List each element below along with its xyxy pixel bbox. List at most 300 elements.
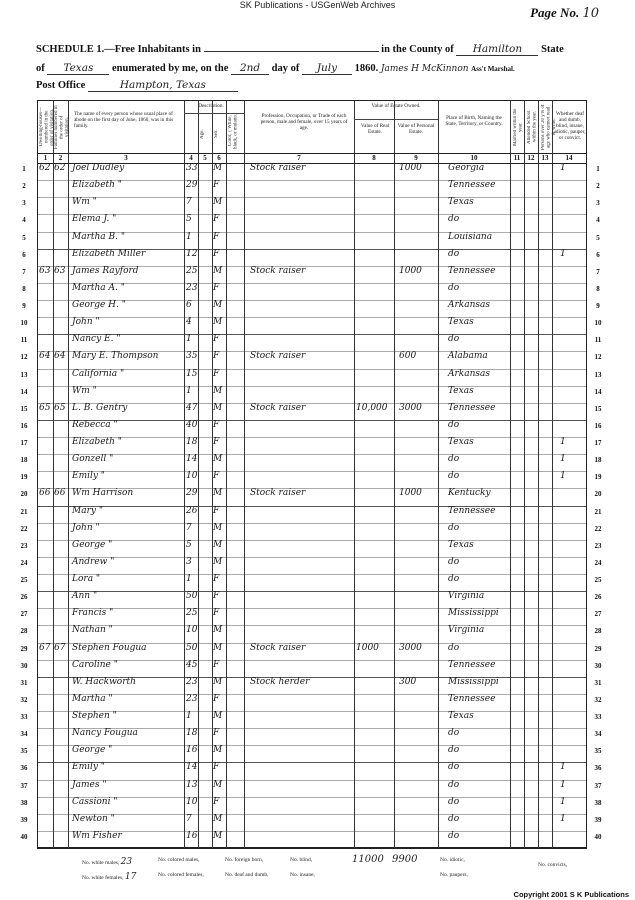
real-estate-cell: 1000 [356,642,379,653]
right-row-number: 24 [594,558,602,567]
sex-cell: F [213,728,220,739]
name-cell: Nancy Fougua [72,728,138,739]
occupation-cell: Stock raiser [250,265,306,276]
sex-cell: F [213,505,220,516]
right-row-number: 2 [596,182,600,191]
name-cell: W. Hackworth [72,676,136,687]
mark-cell: 1 [560,437,566,447]
real-estate-cell: 10,000 [356,402,388,413]
sex-cell: F [213,574,220,584]
left-row-number: 16 [20,421,28,430]
age-cell: 1 [186,385,192,396]
table-row [38,506,586,523]
table-row [38,797,586,814]
left-row-number: 4 [22,216,26,225]
left-row-number: 10 [20,319,28,328]
right-row-number: 4 [596,216,600,225]
name-cell: Caroline " [72,659,118,670]
age-cell: 1 [186,231,192,242]
name-cell: George " [72,539,113,550]
county-label: in the County of [381,44,454,55]
age-cell: 45 [186,659,198,670]
name-cell: Emily " [72,762,105,773]
sex-cell: M [213,642,223,653]
header-family: Families numbered in the order of visitation. [54,105,70,149]
name-cell: Cassioni " [72,796,118,807]
footer-white-males-label: No. white males, [82,860,120,866]
right-row-number: 17 [594,439,602,447]
occupation-cell: Stock herder [250,676,310,687]
sex-cell: M [213,385,223,396]
footer-white-females-value: 17 [124,872,137,882]
column-number: 12 [527,154,535,162]
name-cell: Martha " [72,693,113,704]
column-number: 14 [565,154,573,162]
column-number: 10 [470,154,478,162]
age-cell: 25 [186,265,198,276]
left-row-number: 22 [20,524,28,533]
sex-cell: F [213,214,220,225]
birthplace-cell: Arkansas [448,368,491,379]
table-row [38,643,586,660]
table-row [38,694,586,711]
header-profession: Profession, Occupation, or Trade of each person, male and female, over 15 years of age. [260,113,348,131]
header-school: Attended School within the year. [527,110,538,144]
birthplace-cell: do [448,471,460,482]
column-rule [53,101,54,848]
right-row-number: 3 [596,199,600,208]
name-cell: Nathan " [72,625,113,636]
header-birthplace: Place of Birth, Naming the State, Territory, or Country. [445,115,503,127]
right-row-number: 29 [594,644,602,653]
sex-cell: M [213,454,223,465]
age-cell: 1 [186,711,192,721]
birthplace-cell: do [448,214,460,225]
right-row-number: 32 [594,695,602,704]
column-number: 7 [297,154,301,162]
birthplace-cell: do [448,419,460,430]
page-number: 10 [582,6,599,21]
birthplace-cell: Kentucky [448,488,491,499]
sex-cell: F [213,591,220,602]
header-deaf: Whether deaf and dumb, blind, insane, idiotic, pauper, or convict. [554,111,586,141]
footer-paupers: No. paupers, [440,872,468,878]
left-row-number: 35 [20,747,28,756]
age-cell: 26 [186,505,198,516]
age-cell: 13 [186,779,198,790]
column-rule [244,101,245,848]
column-rule [212,101,213,848]
right-row-number: 20 [594,490,602,499]
occupation-cell: Stock raiser [250,488,306,499]
sex-cell: M [213,488,223,499]
sex-cell: M [213,625,223,636]
birthplace-cell: Virginia [448,591,485,602]
sex-cell: M [213,745,223,756]
enumerated-label: enumerated by me, on the [112,63,229,74]
birthplace-cell: do [448,642,460,653]
birthplace-cell: Texas [448,197,474,208]
age-cell: 10 [186,796,198,807]
personal-estate-cell: 3000 [399,642,422,653]
name-cell: Wm " [72,197,97,208]
right-row-number: 27 [594,610,602,619]
left-row-number: 2 [22,182,26,191]
birthplace-cell: do [448,813,460,824]
header-dwelling: Dwelling-houses—numbered in the order of visitation. [39,107,55,147]
column-number: 2 [58,154,63,162]
left-row-number: 23 [20,541,28,550]
census-table [37,100,587,849]
sex-cell: M [213,539,223,550]
sex-cell: F [213,351,220,362]
right-row-number: 5 [596,233,600,242]
site-banner: SK Publications - USGenWeb Archives [239,0,396,10]
table-row [38,745,586,762]
left-row-number: 15 [20,404,28,413]
header-rule [38,153,586,154]
column-number: 11 [513,154,521,162]
table-row [38,831,586,848]
column-number: 5 [203,154,207,162]
age-cell: 18 [186,437,198,447]
birthplace-cell: do [448,248,460,259]
sex-cell: M [213,402,223,413]
birthplace-cell: Georgia [448,163,485,173]
age-cell: 23 [186,282,198,293]
birthplace-cell: do [448,454,460,465]
enumeration-line [36,63,515,75]
birthplace-cell: do [448,830,460,841]
name-cell: Wm " [72,385,97,396]
age-cell: 50 [186,642,198,653]
birthplace-cell: do [448,556,460,567]
right-row-number: 38 [594,798,602,807]
name-cell: Rebecca " [72,419,118,430]
sex-cell: F [213,180,220,191]
birthplace-cell: Tennessee [448,180,496,191]
name-cell: Wm Fisher [72,830,122,841]
footer-white-females [82,872,136,882]
year-value: 1860. [354,63,379,74]
name-cell: Mary E. Thompson [72,351,159,362]
table-row [38,608,586,625]
family-cell: 66 [54,488,66,499]
right-row-number: 19 [594,473,602,482]
footer-colored-males: No. colored males, [158,857,200,863]
post-office-label: Post Office [36,80,86,91]
right-row-number: 34 [594,730,602,739]
footer-white-males-value: 23 [120,857,133,867]
table-row [38,369,586,386]
age-cell: 5 [186,539,192,550]
age-cell: 29 [186,180,198,191]
occupation-cell: Stock raiser [250,402,306,413]
right-row-number: 9 [596,302,600,310]
subheader-rule [184,113,244,114]
footer-real-total: 11000 [352,854,384,865]
name-cell: California " [72,368,125,379]
table-row [38,728,586,745]
birthplace-cell: do [448,762,460,773]
table-row [38,574,586,591]
copyright: Copyright 2001 S K Publications [513,890,629,899]
dwelling-cell: 67 [39,642,51,653]
sex-cell: F [213,471,220,482]
name-cell: Martha B. " [72,231,125,242]
left-row-number: 12 [20,353,28,362]
column-rule [184,101,185,848]
right-row-number: 13 [594,370,602,379]
age-cell: 33 [186,163,198,173]
age-cell: 7 [186,197,192,208]
sex-cell: F [213,608,220,619]
table-row [38,591,586,608]
mark-cell: 1 [560,163,566,173]
birthplace-cell: Tennessee [448,402,496,413]
mark-cell: 1 [560,248,566,259]
occupation-cell: Stock raiser [250,163,306,173]
name-cell: Elizabeth " [72,180,122,191]
birthplace-cell: Texas [448,711,474,721]
personal-estate-cell: 300 [399,676,417,687]
age-cell: 1 [186,334,192,345]
sex-cell: M [213,522,223,533]
birthplace-cell: do [448,574,460,584]
left-row-number: 1 [22,165,26,173]
post-office-value: Hampton, Texas [88,80,238,92]
table-row [38,180,586,197]
table-row [38,557,586,574]
age-cell: 5 [186,214,192,225]
name-cell: Elizabeth Miller [72,248,146,259]
sex-cell: F [213,368,220,379]
left-row-number: 37 [20,781,28,790]
left-row-number: 6 [22,250,26,259]
personal-estate-cell: 1000 [399,265,422,276]
table-row [38,197,586,214]
right-row-number: 33 [594,713,602,721]
dwelling-cell: 66 [39,488,51,499]
right-row-number: 36 [594,764,602,773]
name-cell: John " [72,317,100,328]
birthplace-cell: Alabama [448,351,488,362]
sex-cell: M [213,556,223,567]
right-row-number: 14 [594,387,602,396]
table-row [38,437,586,454]
name-cell: Francis " [72,608,114,619]
footer-white-females-label: No. white females, [82,875,124,881]
column-number: 1 [43,154,48,162]
column-number: 13 [541,154,549,162]
birthplace-cell: do [448,522,460,533]
occupation-cell: Stock raiser [250,351,306,362]
column-rule [354,101,355,848]
column-rule [538,101,539,848]
sex-cell: M [213,779,223,790]
state-value: Texas [47,63,109,75]
column-rule [226,101,227,848]
sex-cell: F [213,659,220,670]
left-row-number: 9 [22,302,26,310]
header-age: Age. [200,129,205,139]
column-rule [524,101,525,848]
name-cell: Ann " [72,591,98,602]
left-row-number: 24 [20,558,28,567]
right-row-number: 23 [594,541,602,550]
age-cell: 23 [186,693,198,704]
birthplace-cell: Tennessee [448,693,496,704]
right-row-number: 28 [594,627,602,636]
age-cell: 3 [186,556,192,567]
sex-cell: F [213,437,220,447]
table-row [38,780,586,797]
right-row-number: 26 [594,593,602,602]
left-row-number: 31 [20,678,28,687]
county-value: Hamilton [456,44,538,56]
name-cell: Martha A. " [72,282,125,293]
left-row-number: 38 [20,798,28,807]
table-row [38,488,586,505]
age-cell: 10 [186,471,198,482]
footer-idiotic: No. idiotic, [440,857,465,863]
age-cell: 16 [186,745,198,756]
sex-cell: F [213,282,220,293]
birthplace-cell: do [448,779,460,790]
mark-cell: 1 [560,779,566,790]
right-row-number: 7 [596,267,600,276]
footer-foreign-born: No. foreign born, [225,857,264,863]
state-label: State [541,44,564,55]
sex-cell: M [213,676,223,687]
column-rule [394,101,395,848]
left-row-number: 30 [20,661,28,670]
left-row-number: 20 [20,490,28,499]
sex-cell: F [213,334,220,345]
column-rule [68,101,69,848]
age-cell: 29 [186,488,198,499]
left-row-number: 18 [20,456,28,465]
left-row-number: 19 [20,473,28,482]
column-number: 9 [414,154,418,162]
header-estate: Value of Estate Owned. [371,103,421,109]
birthplace-cell: Tennessee [448,265,496,276]
right-row-number: 35 [594,747,602,756]
sex-cell: M [213,197,223,208]
personal-estate-cell: 1000 [399,163,422,173]
personal-estate-cell: 1000 [399,488,422,499]
name-cell: Elema J. " [72,214,117,225]
name-cell: James Rayford [72,265,139,276]
age-cell: 25 [186,608,198,619]
month-value: July [302,63,352,75]
left-row-number: 36 [20,764,28,773]
name-cell: James " [72,779,107,790]
birthplace-cell: do [448,282,460,293]
age-cell: 16 [186,830,198,841]
occupation-cell: Stock raiser [250,642,306,653]
right-row-number: 8 [596,284,600,293]
table-row [38,762,586,779]
right-row-number: 22 [594,524,602,533]
right-row-number: 21 [594,507,602,516]
header-description: Description. [198,103,224,109]
left-row-number: 32 [20,695,28,704]
birthplace-cell: Texas [448,539,474,550]
mark-cell: 1 [560,471,566,482]
schedule-title: SCHEDULE 1.—Free Inhabitants in [36,44,201,55]
name-cell: Stephen " [72,711,117,721]
header-sex: Sex. [214,129,219,139]
column-rule [438,101,439,848]
left-row-number: 25 [20,576,28,584]
mark-cell: 1 [560,454,566,465]
left-row-number: 28 [20,627,28,636]
birthplace-cell: Mississippi [448,676,499,687]
birthplace-cell: do [448,334,460,345]
left-row-number: 21 [20,507,28,516]
sex-cell: M [213,300,223,310]
age-cell: 4 [186,317,192,328]
header-personal-estate: Value of Personal Estate. [397,123,435,135]
header-name: The name of every person whose usual place of abode on the first day of June, 1860, was in this family. [74,111,174,129]
age-cell: 14 [186,762,198,773]
name-cell: Wm Harrison [72,488,134,499]
right-row-number: 15 [594,404,602,413]
name-cell: Newton " [72,813,115,824]
age-cell: 10 [186,625,198,636]
birthplace-cell: Louisiana [448,231,493,242]
birthplace-cell: Virginia [448,625,485,636]
footer-deaf-dumb: No. deaf and dumb, [225,872,269,878]
of-label: of [36,63,45,74]
footer-blind: No. blind, [290,857,313,863]
left-row-number: 11 [20,336,28,345]
row-rule [38,847,586,848]
birthplace-cell: Texas [448,385,474,396]
name-cell: Stephen Fougua [72,642,147,653]
family-cell: 63 [54,265,66,276]
table-row [38,523,586,540]
name-cell: L. B. Gentry [72,402,128,413]
column-number: 6 [217,154,221,162]
sex-cell: F [213,248,220,259]
day-of-label: day of [271,63,300,74]
left-row-number: 27 [20,610,28,619]
sex-cell: F [213,693,220,704]
left-row-number: 13 [20,370,28,379]
left-row-number: 40 [20,832,28,841]
family-cell: 65 [54,402,66,413]
birthplace-cell: do [448,745,460,756]
footer-insane: No. insane, [290,872,315,878]
dwelling-cell: 63 [39,265,51,276]
table-row [38,454,586,471]
left-row-number: 39 [20,815,28,824]
table-row [38,403,586,420]
sex-cell: M [213,317,223,328]
column-number: 3 [124,154,128,162]
header-color: Color, { White, black, or mulatto. [228,113,239,149]
schedule-line [36,44,564,56]
left-row-number: 26 [20,593,28,602]
name-cell: Elizabeth " [72,437,122,447]
age-cell: 15 [186,368,198,379]
column-rule [552,101,553,848]
age-cell: 12 [186,248,198,259]
birthplace-cell: Arkansas [448,300,491,310]
birthplace-cell: do [448,796,460,807]
